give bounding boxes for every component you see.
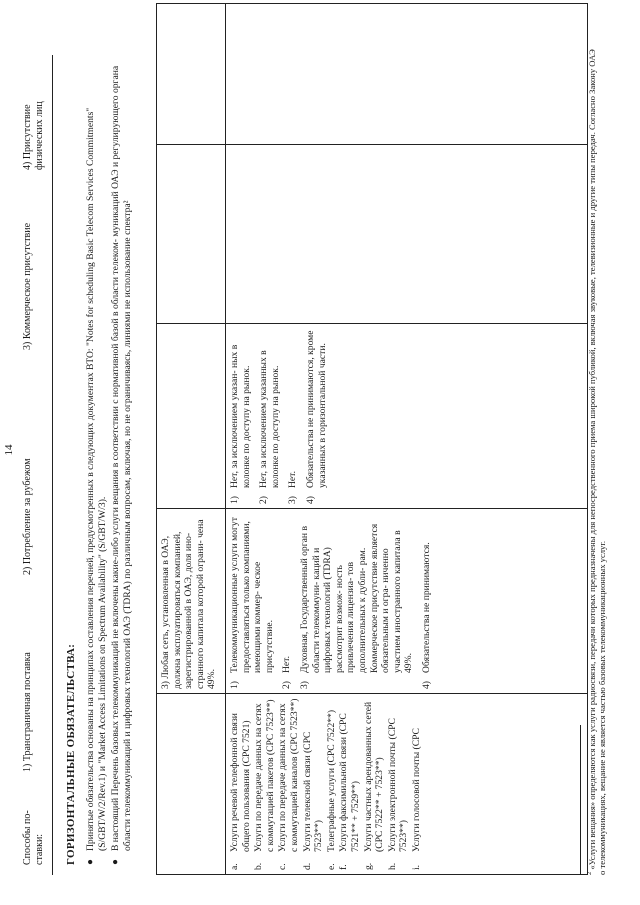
bullet-paragraph: [110, 51, 134, 865]
service-item: [302, 698, 325, 870]
list-item: [287, 328, 299, 504]
service-text: Услуги голосовой почты (CPC: [410, 728, 422, 852]
table-cell: [157, 4, 226, 145]
services-list-cell: [226, 694, 588, 875]
service-text: Услуги факсимильной связи (CPC 7521** + 7529**): [338, 713, 361, 852]
list-item: [421, 513, 433, 689]
item-number: 4): [420, 681, 432, 689]
service-letter: g.: [362, 862, 374, 870]
header-mode-consumption-abroad: 2) Потребление за рубежом: [22, 458, 33, 575]
bullet-text: Принятые обязательства основаны на принципах составления перечней, предусмотренных в следующих документах ВТО: "Notes for scheduling Basic Telecom Services Commitments" (S/GBT/W/2/Rev.1) и "Market Access Limitations on Spectrum Availability" (S/GBT/W/3).: [85, 107, 108, 851]
table-cell: [226, 4, 588, 145]
service-letter: a.: [229, 863, 240, 870]
bullet-icon: ●: [85, 858, 96, 865]
commitments-table: [156, 3, 588, 875]
table-row: [157, 4, 226, 875]
service-text: Услуги по передаче данных на сетях с коммутацией пакетов (CPC 7523**): [253, 699, 276, 852]
bullet-icon: ●: [110, 858, 121, 865]
table-cell: [226, 145, 588, 324]
list-item: [299, 513, 415, 689]
service-letter: d.: [301, 862, 313, 870]
table-row: [226, 4, 588, 875]
service-item: [363, 698, 386, 870]
item-text: Нет, за исключением указан- ных в колонке по доступу на рынок.: [229, 344, 252, 488]
network-ownership-text: 3) Любая сеть, установленная в ОАЭ, должна эксплуатироваться компанией, зарегистрированной в ОАЭ, доля ино- странного капитала которой ограни- чена 49%.: [160, 519, 218, 689]
bullet-paragraph: [85, 51, 109, 865]
list-item: [305, 328, 328, 504]
item-number: 1): [229, 681, 240, 689]
item-text: Обязательства не принимаются, кроме указанных в горизонтальной части.: [304, 330, 328, 488]
service-letter: i.: [410, 864, 422, 870]
item-text: Нет, за исключением указанных в колонке по доступу на рынок.: [258, 350, 281, 488]
item-text: Духовная, Государственный орган в области телекоммуни- каций и цифровых технологий (TDRA) рассмотрит возмож- ность привлечения лицензиа- тов дополнительных к дубли- рам. Коммерческое присутствие является обязательным и огра- ниченно участием иностранного капитала в 49%.: [298, 523, 415, 673]
item-number: 2): [258, 496, 270, 504]
header-mode-natural-persons: 4) Присутствие физических лиц: [22, 101, 45, 170]
service-item: [277, 698, 300, 870]
horizontal-commitments-title: ГОРИЗОНТАЛЬНЫЕ ОБЯЗАТЕЛЬСТВА:: [65, 643, 77, 865]
header-divider: [52, 55, 53, 875]
item-text: Нет.: [287, 470, 299, 488]
footnote: [585, 45, 608, 875]
header-mode-cross-border: 1) Трансграничная поставка: [22, 652, 33, 772]
header-mode-commercial-presence: 3) Коммерческое присутствие: [22, 222, 33, 350]
national-treatment-cell: [226, 324, 588, 509]
item-number: 4): [304, 496, 316, 504]
market-access-cell: [226, 509, 588, 694]
table-cell: [157, 694, 226, 875]
service-letter: c.: [277, 863, 289, 870]
footnote-text: «Услуги вещания» определяются как услуги радиосвязи, передачи которых предназначены для непосредственного приема широкой публикой, включая звуковые, телевизионные и другие типы передач. Согласно Закону ОАЭ о телекоммуникациях, вещание не является частью базовых телекоммуникационных услуг.: [586, 49, 608, 875]
item-number: 3): [287, 496, 299, 504]
header-supply-modes-label: Способы по- ставки:: [22, 810, 45, 865]
footnote-divider: [580, 725, 581, 875]
page-number: 14: [3, 444, 15, 456]
item-text: Нет.: [281, 655, 293, 673]
item-number: 3): [298, 681, 310, 689]
service-item: [326, 698, 338, 870]
service-text: Услуги речевой телефонной связи общего пользования (CPC 7521): [229, 713, 252, 852]
table-cell-mode1-network: [157, 509, 226, 694]
item-text: Обязательства не принимаются.: [420, 542, 432, 673]
service-letter: h.: [386, 862, 398, 870]
service-letter: b.: [253, 862, 265, 870]
service-item: [253, 698, 276, 870]
table-cell: [157, 324, 226, 509]
service-item: [387, 698, 410, 870]
service-text: Услуги электронной почты (CPC 7523**): [386, 718, 410, 852]
service-text: Телеграфные услуги (CPC 7522**): [325, 709, 337, 852]
bullet-text: В настоящий Перечень базовых телекоммуникаций не включены какие-либо услуги вещания в соответствии с нормативной базой в области телеком- муникаций ОАЭ и регулирующего органа области телекоммуникаций и цифровых технологий ОАЭ (TDRA) по различным вопросам, включая, но не ограничиваясь, линиями не использование спектра²: [110, 65, 133, 851]
list-item: [258, 328, 281, 504]
service-item: [229, 698, 252, 870]
list-item: [229, 513, 275, 689]
service-text: Услуги телексной связи (CPC 7523**): [301, 731, 325, 852]
item-number: 2): [281, 681, 293, 689]
service-text: Услуги по передаче данных на сетях с коммутацией каналов (CPC 7523**): [277, 698, 300, 852]
table-cell: [157, 145, 226, 324]
item-number: 1): [229, 496, 240, 504]
item-text: Телекоммуникационные услуги могут предоставляться только компаниями, имеющими коммер- ческое присутствие.: [229, 517, 275, 673]
service-item: [338, 698, 361, 870]
footnote-mark: 2: [586, 871, 593, 875]
list-item: [281, 513, 293, 689]
list-item: [229, 328, 252, 504]
service-text: Услуги частных арендованных сетей (CPC 7522** + 7523**): [362, 701, 386, 852]
service-letter: e.: [325, 863, 337, 870]
service-letter: f.: [338, 864, 350, 870]
service-item: [411, 698, 423, 870]
